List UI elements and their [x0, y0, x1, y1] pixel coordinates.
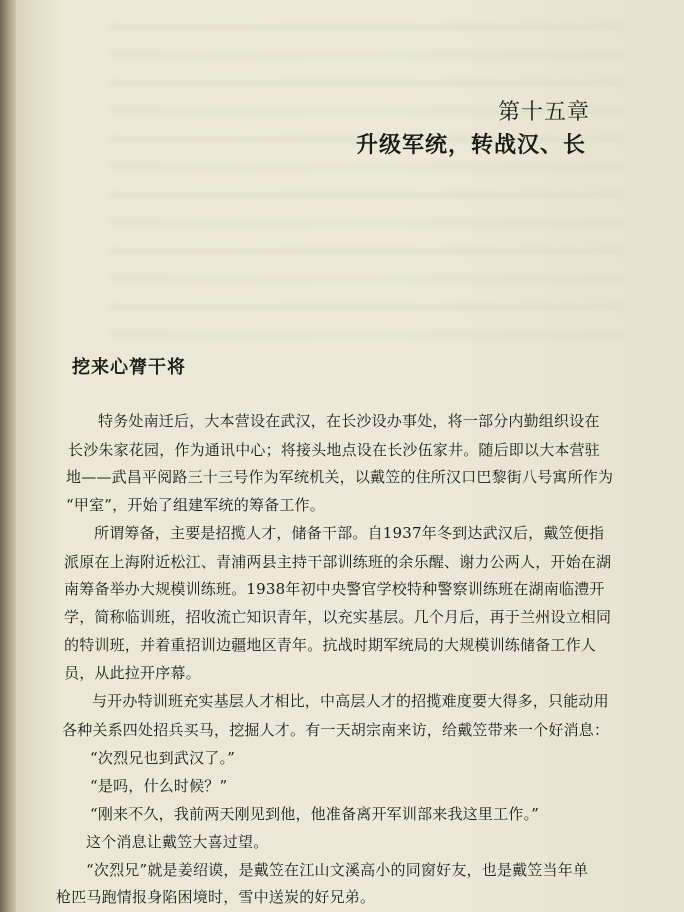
body-line: “次烈兄”就是姜绍谟，是戴笠在江山文溪高小的同窗好友，也是戴笠当年单 [86, 861, 589, 879]
body-line: “是吗，什么时候？” [90, 777, 228, 795]
book-spine-shadow [0, 0, 16, 912]
show-through-text [110, 0, 624, 340]
body-line: 各种关系四处招兵买马，挖掘人才。有一天胡宗南来访，给戴笠带来一个好消息： [62, 721, 610, 739]
body-line: 员，从此拉开序幕。 [64, 664, 201, 682]
body-line: 派原在上海附近松江、青浦两县主持干部训练班的余乐醒、谢力公两人，开始在湖 [64, 553, 612, 571]
body-line: “刚来不久，我前两天刚见到他，他准备离开军训部来我这里工作。” [90, 805, 540, 823]
body-line: 枪匹马跑情报身陷困境时，雪中送炭的好兄弟。 [56, 888, 376, 906]
body-line: 与开办特训班充实基层人才相比，中高层人才的招揽难度要大得多，只能动用 [92, 692, 609, 710]
chapter-number: 第十五章 [498, 100, 591, 125]
body-line: 的特训班，并着重招训边疆地区青年。抗战时期军统局的大规模训练储备工作人 [64, 636, 597, 654]
body-line: “次烈兄也到武汉了。” [90, 749, 236, 767]
body-line: 这个消息让戴笠大喜过望。 [86, 833, 269, 851]
body-line: 南筹备举办大规模训练班。1938年初中央警官学校特种警察训练班在湖南临澧开 [64, 580, 605, 598]
body-line: “甲室”，开始了组建军统的筹备工作。 [66, 496, 325, 514]
body-line: 学，简称临训班，招收流亡知识青年，以充实基层。几个月后，再于兰州设立相同 [64, 608, 612, 626]
section-heading: 挖来心膂干将 [72, 357, 186, 378]
body-line: 地——武昌平阅路三十三号作为军统机关，以戴笠的住所汉口巴黎街八号寓所作为 [66, 468, 614, 486]
body-line: 长沙朱家花园，作为通讯中心；将接头地点设在长沙伍家井。随后即以大本营驻 [68, 441, 601, 459]
body-line: 所谓筹备，主要是招揽人才，储备干部。自1937年冬到达武汉后，戴笠便指 [94, 524, 605, 542]
body-line: 特务处南迁后，大本营设在武汉，在长沙设办事处，将一部分内勤组织设在 [98, 412, 600, 430]
chapter-title: 升级军统，转战汉、长 [356, 132, 587, 158]
